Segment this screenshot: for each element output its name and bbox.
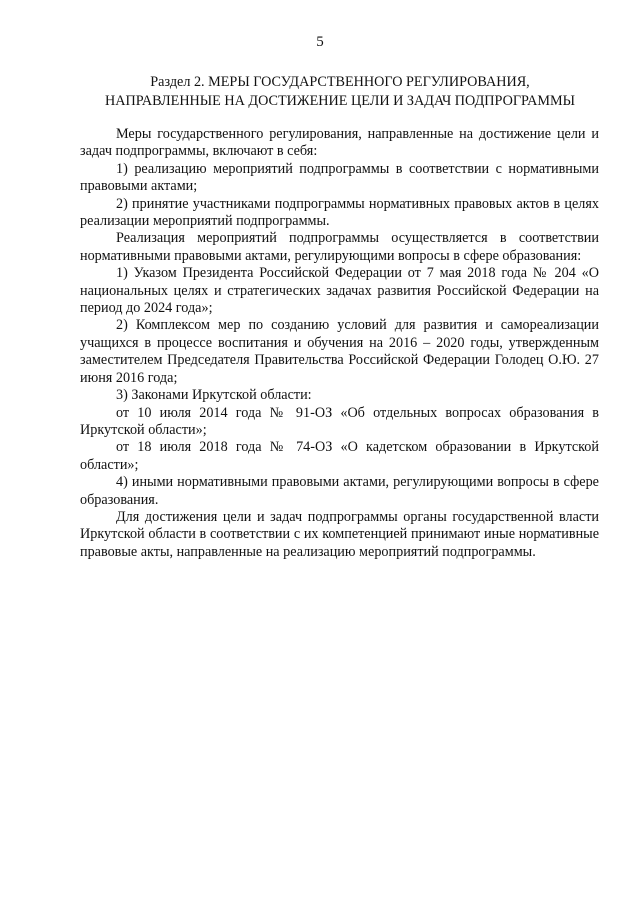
paragraph: от 10 июля 2014 года № 91-ОЗ «Об отдельных вопросах образования в Иркутской области»; (80, 404, 599, 438)
paragraph: 2) Комплексом мер по созданию условий для развития и самореализации учащихся в процессе воспитания и обучения на 2016 – 2020 годы, утвержденным заместителем Председателя Правительства Российской Федерации Голодец О.Ю. 27 июня 2016 года; (80, 317, 599, 386)
paragraph: Меры государственного регулирования, направленные на достижение цели и задач подпрограммы, включают в себя: (80, 126, 599, 160)
document-body (80, 126, 599, 561)
section-heading-line-2: НАПРАВЛЕННЫЕ НА ДОСТИЖЕНИЕ ЦЕЛИ И ЗАДАЧ ПОДПРОГРАММЫ (105, 93, 575, 109)
paragraph: от 18 июля 2018 года № 74-ОЗ «О кадетском образовании в Иркутской области»; (80, 439, 599, 473)
page-number: 5 (316, 34, 324, 50)
paragraph: 4) иными нормативными правовыми актами, регулирующими вопросы в сфере образования. (80, 474, 599, 508)
paragraph: 1) Указом Президента Российской Федерации от 7 мая 2018 года № 204 «О национальных целях и стратегических задачах развития Российской Федерации на период до 2024 года»; (80, 265, 599, 317)
paragraph: Реализация мероприятий подпрограммы осуществляется в соответствии нормативными правовыми актами, регулирующими вопросы в сфере образования: (80, 230, 599, 264)
paragraph: 3) Законами Иркутской области: (116, 387, 312, 404)
paragraph: 2) принятие участниками подпрограммы нормативных правовых актов в целях реализации мероприятий подпрограммы. (80, 195, 599, 230)
paragraph: 1) реализацию мероприятий подпрограммы в соответствии с нормативными правовыми актами; (80, 160, 599, 195)
section-heading-line-1: Раздел 2. МЕРЫ ГОСУДАРСТВЕННОГО РЕГУЛИРОВАНИЯ, (150, 74, 530, 90)
paragraph: Для достижения цели и задач подпрограммы органы государственной власти Иркутской области в соответствии с их компетенцией принимают иные нормативные правовые акты, направленные на реализацию мероприятий подпрограммы. (80, 508, 599, 560)
section-heading (80, 73, 600, 111)
